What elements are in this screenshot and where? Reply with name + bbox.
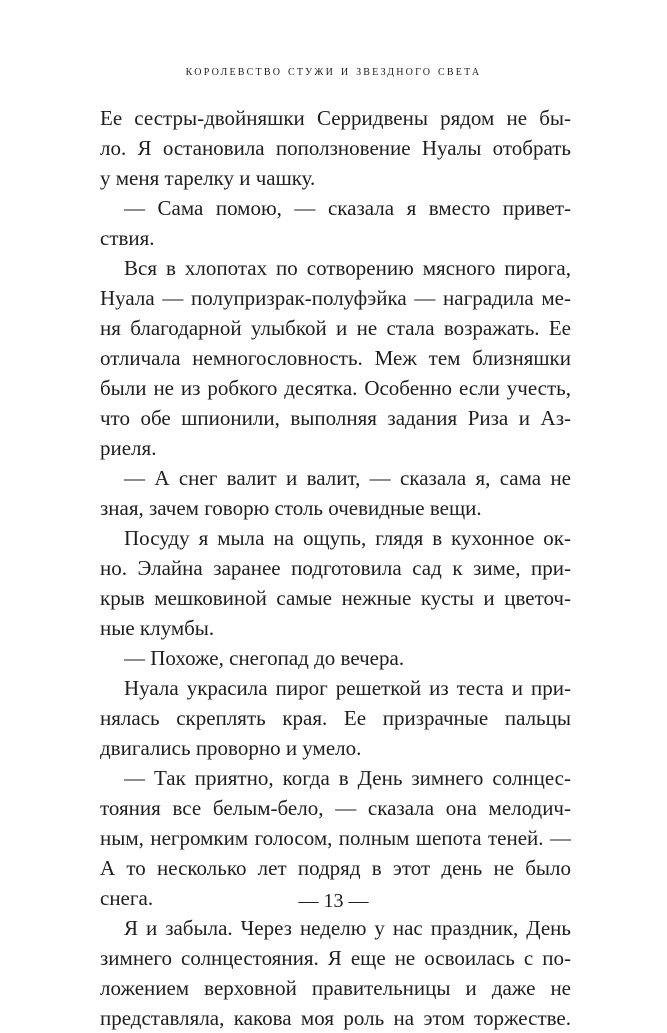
text-line: представляла, какова моя роль на этом торжестве. — [100, 1006, 571, 1030]
text-line: Я и забыла. Через неделю у нас праздник, День — [124, 916, 571, 940]
text-line: риеля. — [100, 436, 157, 460]
text-line: Ее сестры-двойняшки Серридвены рядом не бы- — [100, 106, 571, 130]
text-line: Нуала — полупризрак-полуфэйка — наградила ме- — [100, 286, 571, 310]
text-line: были не из робкого десятка. Особенно если учесть, — [100, 376, 571, 400]
text-line: — А снег валит и валит, — сказала я, сама не — [124, 466, 571, 490]
text-line: тояния все белым-бело, — сказала она мелодич- — [100, 796, 571, 820]
text-line: но. Элайна заранее подготовила сад к зиме, при- — [100, 556, 571, 580]
text-line: — Похоже, снегопад до вечера. — [124, 646, 405, 670]
text-line: ложением верховной правительницы и даже не — [100, 976, 571, 1000]
text-line: ло. Я остановила поползновение Нуалы отобрать — [100, 136, 571, 160]
text-line: что обе шпионили, выполняя задания Риза и Аз- — [100, 406, 571, 430]
text-line: Посуду я мыла на ощупь, глядя в кухонное ок- — [124, 526, 571, 550]
text-line: ные клумбы. — [100, 616, 215, 640]
text-line: снега. — [100, 886, 154, 910]
text-line: зная, зачем говорю столь очевидные вещи. — [100, 496, 482, 520]
text-line: А то несколько лет подряд в этот день не было — [100, 856, 571, 880]
text-line: ным, негромким голосом, полным шепота теней. — — [100, 826, 571, 850]
text-line: ня благодарной улыбкой и не стала возражать. Ее — [100, 316, 571, 340]
text-line: у меня тарелку и чашку. — [100, 166, 316, 190]
text-line: — Так приятно, когда в День зимнего солнцес- — [124, 766, 571, 790]
text-line: — Сама помою, — сказала я вместо привет- — [124, 196, 571, 220]
text-line: зимнего солнцестояния. Я еще не освоилась с по- — [100, 946, 571, 970]
text-line: ствия. — [100, 226, 155, 250]
text-line: Вся в хлопотах по сотворению мясного пирога, — [124, 256, 571, 280]
text-line: двигались проворно и умело. — [100, 736, 362, 760]
text-line: крыв мешковиной самые нежные кусты и цветоч- — [100, 586, 571, 610]
text-line: Нуала украсила пирог решеткой из теста и при- — [124, 676, 571, 700]
running-head: королевство стужи и звездного света — [185, 63, 482, 79]
page-number: — 13 — — [298, 890, 369, 912]
text-line: отличала немногословность. Меж тем близняшки — [100, 346, 571, 370]
text-line: нялась скреплять края. Ее призрачные пальцы — [100, 706, 571, 730]
